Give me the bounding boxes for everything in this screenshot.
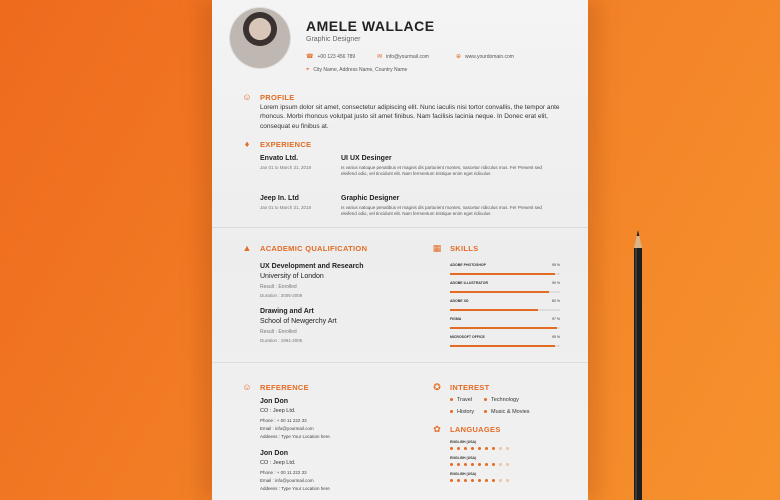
resume-title: Graphic Designer	[306, 36, 361, 43]
profile-photo	[230, 8, 290, 68]
reference-address: Addeess : Type Your Location here	[260, 486, 330, 491]
user-icon: ☺	[242, 92, 252, 102]
interest-item: Technology	[484, 397, 519, 403]
language-level-dot	[492, 479, 495, 482]
language-level-dot	[464, 463, 467, 466]
language-name: ENGLISH (USA)	[450, 440, 477, 444]
contact-web: ⊕ www.yourdomain.com	[456, 54, 514, 60]
skill-name: FIGMA	[450, 317, 462, 321]
languages-icon: ✿	[433, 424, 441, 434]
reference-heading: REFERENCE	[260, 383, 309, 392]
bullet-icon	[450, 398, 453, 401]
contact-email: ✉ info@yourmail.com	[377, 54, 429, 60]
language-name: ENGLISH (USA)	[450, 472, 477, 476]
academic-school: University of London	[260, 273, 324, 280]
language-level-dot	[506, 479, 509, 482]
academic-result: Result : Enrolled	[260, 284, 297, 290]
contact-address: ⌖ City Name, Address Name, Country Name	[306, 67, 408, 73]
reference-phone: Phone : + 00 11 222 33	[260, 470, 307, 475]
job-role: UI UX Desinger	[341, 155, 392, 162]
language-level-dot	[499, 463, 502, 466]
language-level-dot	[485, 463, 488, 466]
academic-duration: Duration : 1991-2005	[260, 338, 303, 343]
skill-bar-track	[450, 291, 560, 293]
globe-icon: ⊕	[456, 54, 462, 60]
skill-name: ADOBE XD	[450, 299, 469, 303]
language-level-dot	[478, 479, 481, 482]
academic-degree: UX Development and Research	[260, 263, 364, 270]
reference-company: CO : Jeep Ltd.	[260, 460, 296, 466]
language-level-dot	[492, 463, 495, 466]
language-level	[450, 479, 509, 482]
academic-school: School of Newgerchy Art	[260, 318, 337, 325]
phone-icon: ☎	[306, 54, 314, 60]
job-description: Is varius natoque penatibus et magnis dis parturient montes, nascetur ridiculus mus. Fer Present sed eleifend odio, vel tincidunt elit. Nam fermentum tristique enim eget ridiculus	[341, 205, 542, 217]
skill-name: MICROSOFT OFFICE	[450, 335, 485, 339]
language-level-dot	[464, 479, 467, 482]
skill-item	[450, 317, 560, 329]
user-icon: ☺	[242, 382, 252, 392]
job-dates: Jan 01 to March 31, 2018	[260, 165, 312, 170]
interest-item: History	[450, 409, 474, 415]
gamepad-icon: ✪	[433, 382, 441, 392]
skill-item	[450, 335, 560, 347]
language-level-dot	[457, 463, 460, 466]
languages-heading: LANGUAGES	[450, 425, 501, 434]
paper-fold-line	[212, 227, 588, 228]
skill-percent: 97 %	[552, 317, 560, 321]
mail-icon: ✉	[377, 54, 383, 60]
skill-bar-track	[450, 345, 560, 347]
academic-duration: Duration : 2005-2009	[260, 293, 303, 298]
skill-percent: 80 %	[552, 299, 560, 303]
language-level-dot	[499, 447, 502, 450]
job-company: Envato Ltd.	[260, 155, 299, 162]
academic-degree: Drawing and Art	[260, 308, 314, 315]
contact-phone: ☎ +00 123 456 789	[306, 54, 356, 60]
language-level-dot	[485, 479, 488, 482]
skill-bar-fill	[450, 291, 549, 293]
language-level-dot	[499, 479, 502, 482]
reference-phone: Phone : + 00 11 222 33	[260, 418, 307, 423]
job-dates: Jan 01 to March 31, 2018	[260, 205, 312, 210]
bullet-icon	[484, 410, 487, 413]
language-level-dot	[478, 463, 481, 466]
skill-name: ADOBE ILLUSTRATOR	[450, 281, 488, 285]
language-level-dot	[471, 479, 474, 482]
tie-icon: ♦	[244, 139, 250, 149]
skill-percent: 95 %	[552, 263, 560, 267]
reference-email: Email : info@yourmail.com	[260, 478, 314, 483]
skill-bar-fill	[450, 327, 557, 329]
job-company: Jeep In. Ltd	[260, 195, 299, 202]
bullet-icon	[450, 410, 453, 413]
language-level-dot	[471, 463, 474, 466]
skill-item	[450, 263, 560, 275]
language-level-dot	[450, 463, 453, 466]
skill-bar-fill	[450, 273, 555, 275]
job-description: Is varius natoque penatibus et magnis dis parturient montes, nascetur ridiculus mus. Fer Present sed eleifend odio, vel tincidunt elit. Nam fermentum tristique enim eget ridiculus	[341, 165, 542, 177]
pencil	[630, 230, 646, 500]
paper-fold-line	[212, 362, 588, 363]
skill-name: ADOBE PHOTOSHOP	[450, 263, 486, 267]
skill-percent: 90 %	[552, 281, 560, 285]
reference-company: CO : Jeep Ltd.	[260, 408, 296, 414]
language-level-dot	[457, 447, 460, 450]
skill-item	[450, 299, 560, 311]
language-level-dot	[471, 447, 474, 450]
experience-heading: EXPERIENCE	[260, 140, 312, 149]
skill-bar-track	[450, 309, 560, 311]
language-level-dot	[485, 447, 488, 450]
language-level-dot	[450, 479, 453, 482]
reference-name: Jon Don	[260, 398, 288, 405]
interest-item: Travel	[450, 397, 472, 403]
reference-name: Jon Don	[260, 450, 288, 457]
reference-email: Email : info@yourmail.com	[260, 426, 314, 431]
profile-text: Lorem ipsum dolor sit amet, consectetur adipiscing elit. Nunc iaculis nisi tortor convallis, the tempor ante rhoncus. Morbi rhoncus volutpat justo sit amet finibus. Nam facilisis lacinia neque. In Donec erat elit, consequat eu finibus at.	[260, 104, 560, 130]
language-level	[450, 463, 509, 466]
graduation-cap-icon: ▲	[242, 243, 252, 253]
language-level-dot	[506, 447, 509, 450]
bullet-icon	[484, 398, 487, 401]
language-name: ENGLISH (USA)	[450, 456, 477, 460]
profile-heading: PROFILE	[260, 93, 295, 102]
skill-bar-fill	[450, 345, 555, 347]
interest-item: Music & Movies	[484, 409, 530, 415]
language-level-dot	[464, 447, 467, 450]
language-level-dot	[478, 447, 481, 450]
skill-item	[450, 281, 560, 293]
location-icon: ⌖	[306, 67, 310, 73]
job-role: Graphic Designer	[341, 195, 400, 202]
reference-address: Addeess : Type Your Location here	[260, 434, 330, 439]
skill-percent: 95 %	[552, 335, 560, 339]
academic-heading: ACADEMIC QUALIFICATION	[260, 244, 368, 253]
skills-heading: SKILLS	[450, 244, 479, 253]
skill-bar-track	[450, 327, 560, 329]
skill-bar-fill	[450, 309, 538, 311]
interest-heading: INTEREST	[450, 383, 490, 392]
academic-result: Result : Enrolled	[260, 329, 297, 335]
language-level-dot	[492, 447, 495, 450]
skills-icon: ▦	[432, 243, 442, 253]
language-level-dot	[506, 463, 509, 466]
resume-name: AMELE WALLACE	[306, 18, 435, 34]
resume-paper	[212, 0, 588, 500]
language-level-dot	[450, 447, 453, 450]
language-level	[450, 447, 509, 450]
language-level-dot	[457, 479, 460, 482]
skill-bar-track	[450, 273, 560, 275]
